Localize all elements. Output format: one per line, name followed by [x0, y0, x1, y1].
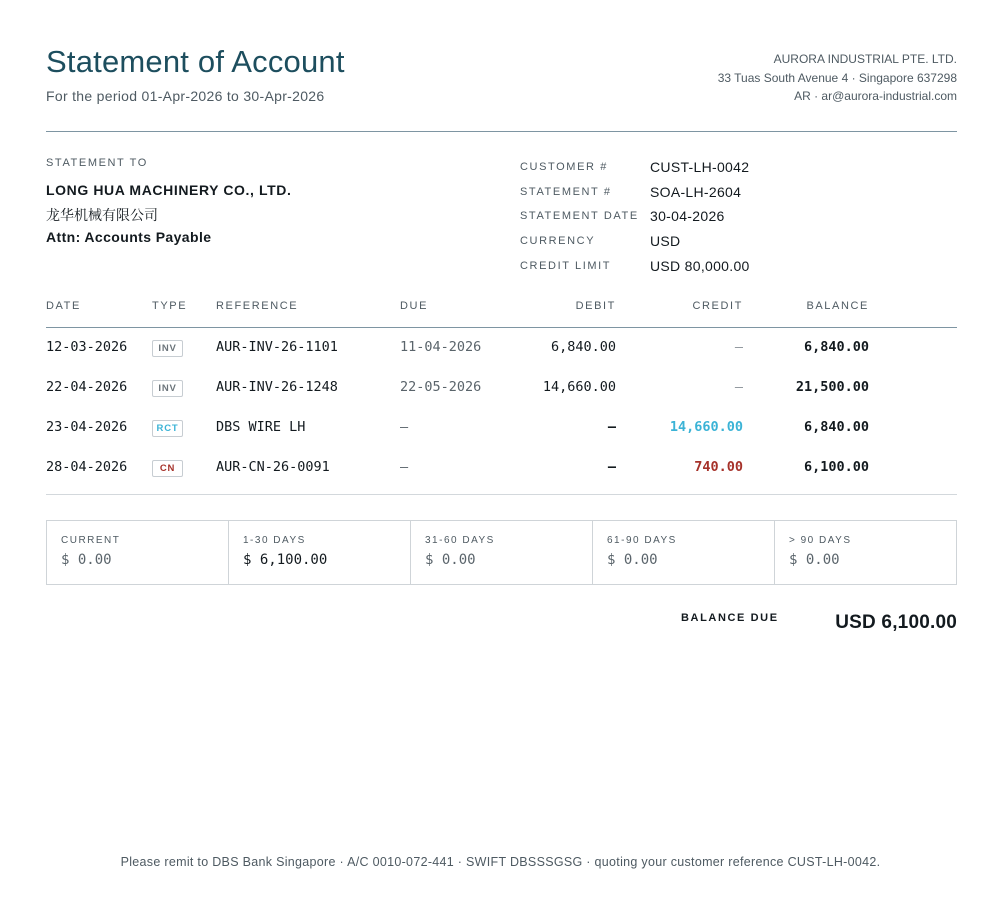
cell-debit: — — [607, 459, 616, 475]
meta-label: CREDIT LIMIT — [520, 259, 612, 272]
page-title: Statement of Account — [46, 44, 345, 79]
statement-to-label: STATEMENT TO — [46, 157, 148, 169]
company-name: AURORA INDUSTRIAL PTE. LTD. — [773, 52, 957, 66]
cell-due: — — [400, 459, 409, 475]
statement-meta — [520, 155, 750, 278]
cell-date: 23-04-2026 — [46, 419, 128, 435]
table-row — [46, 327, 957, 367]
aging-label: CURRENT — [61, 535, 121, 546]
meta-row-credit-limit — [520, 253, 750, 278]
table-row — [46, 407, 957, 447]
statement-period: For the period 01-Apr-2026 to 30-Apr-2026 — [46, 88, 325, 104]
cell-reference: DBS WIRE LH — [216, 419, 306, 435]
meta-label: STATEMENT DATE — [520, 210, 639, 223]
meta-value: CUST-LH-0042 — [650, 159, 750, 176]
column-header-reference: REFERENCE — [216, 300, 299, 312]
meta-row-statement-date — [520, 204, 750, 229]
type-badge: INV — [152, 340, 183, 357]
transactions-table — [46, 327, 957, 487]
cell-credit: 14,660.00 — [669, 419, 743, 435]
aging-label: > 90 DAYS — [789, 535, 852, 546]
table-row — [46, 367, 957, 407]
header-divider — [46, 131, 957, 132]
recipient-name-cn: 龙华机械有限公司 — [46, 208, 158, 224]
meta-label: STATEMENT # — [520, 185, 612, 198]
aging-bucket-over-90 — [775, 521, 956, 584]
cell-credit: — — [734, 379, 743, 395]
company-address: 33 Tuas South Avenue 4 · Singapore 637298 — [717, 70, 957, 85]
balance-due-amount: USD 6,100.00 — [835, 612, 957, 633]
meta-row-currency — [520, 229, 750, 254]
type-badge: RCT — [152, 420, 183, 437]
table-footer-divider — [46, 494, 957, 495]
company-block — [718, 50, 957, 106]
aging-bucket-current — [47, 521, 229, 584]
cell-due: 22-05-2026 — [400, 379, 482, 395]
aging-summary — [46, 520, 957, 585]
cell-date: 22-04-2026 — [46, 379, 128, 395]
cell-debit: 14,660.00 — [542, 379, 616, 395]
cell-credit: 740.00 — [694, 459, 743, 475]
column-header-due: DUE — [400, 300, 429, 312]
table-row — [46, 447, 957, 487]
company-contact: AR · ar@aurora-industrial.com — [794, 89, 957, 103]
column-header-credit: CREDIT — [692, 300, 743, 312]
type-badge: CN — [152, 460, 183, 477]
aging-amount: $ 6,100.00 — [243, 552, 328, 568]
meta-label: CUSTOMER # — [520, 161, 608, 174]
cell-due: — — [400, 419, 409, 435]
cell-reference: AUR-CN-26-0091 — [216, 459, 330, 475]
cell-balance: 6,840.00 — [803, 419, 869, 435]
aging-amount: $ 0.00 — [425, 552, 476, 568]
aging-amount: $ 0.00 — [61, 552, 112, 568]
cell-balance: 6,840.00 — [803, 339, 869, 355]
cell-reference: AUR-INV-26-1101 — [216, 339, 338, 355]
cell-balance: 21,500.00 — [795, 379, 869, 395]
aging-label: 31-60 DAYS — [425, 535, 495, 546]
aging-bucket-31-60 — [411, 521, 593, 584]
cell-due: 11-04-2026 — [400, 339, 482, 355]
remittance-note: Please remit to DBS Bank Singapore · A/C 0010-072-441 · SWIFT DBSSSGSG · quoting your customer reference CUST-LH-0042. — [120, 855, 881, 869]
meta-value: 30-04-2026 — [650, 208, 725, 225]
cell-date: 12-03-2026 — [46, 339, 128, 355]
meta-value: USD — [650, 233, 681, 250]
balance-due-label: BALANCE DUE — [681, 612, 779, 624]
column-header-type: TYPE — [152, 300, 188, 312]
aging-bucket-61-90 — [593, 521, 775, 584]
aging-amount: $ 0.00 — [789, 552, 840, 568]
cell-credit: — — [734, 339, 743, 355]
meta-label: CURRENCY — [520, 235, 596, 248]
cell-debit: — — [607, 419, 616, 435]
meta-row-customer — [520, 155, 750, 180]
meta-value: USD 80,000.00 — [650, 257, 750, 274]
meta-value: SOA-LH-2604 — [650, 183, 742, 200]
aging-amount: $ 0.00 — [607, 552, 658, 568]
column-header-date: DATE — [46, 300, 81, 312]
type-badge: INV — [152, 380, 183, 397]
column-header-debit: DEBIT — [575, 300, 616, 312]
aging-bucket-1-30 — [229, 521, 411, 584]
column-header-balance: BALANCE — [806, 300, 869, 312]
cell-balance: 6,100.00 — [803, 459, 869, 475]
cell-date: 28-04-2026 — [46, 459, 128, 475]
recipient-attn: Attn: Accounts Payable — [46, 229, 212, 245]
table-header — [46, 300, 957, 316]
aging-label: 61-90 DAYS — [607, 535, 677, 546]
meta-row-statement-number — [520, 180, 750, 205]
cell-reference: AUR-INV-26-1248 — [216, 379, 338, 395]
aging-label: 1-30 DAYS — [243, 535, 306, 546]
recipient-name: LONG HUA MACHINERY CO., LTD. — [46, 182, 292, 198]
cell-debit: 6,840.00 — [550, 339, 616, 355]
